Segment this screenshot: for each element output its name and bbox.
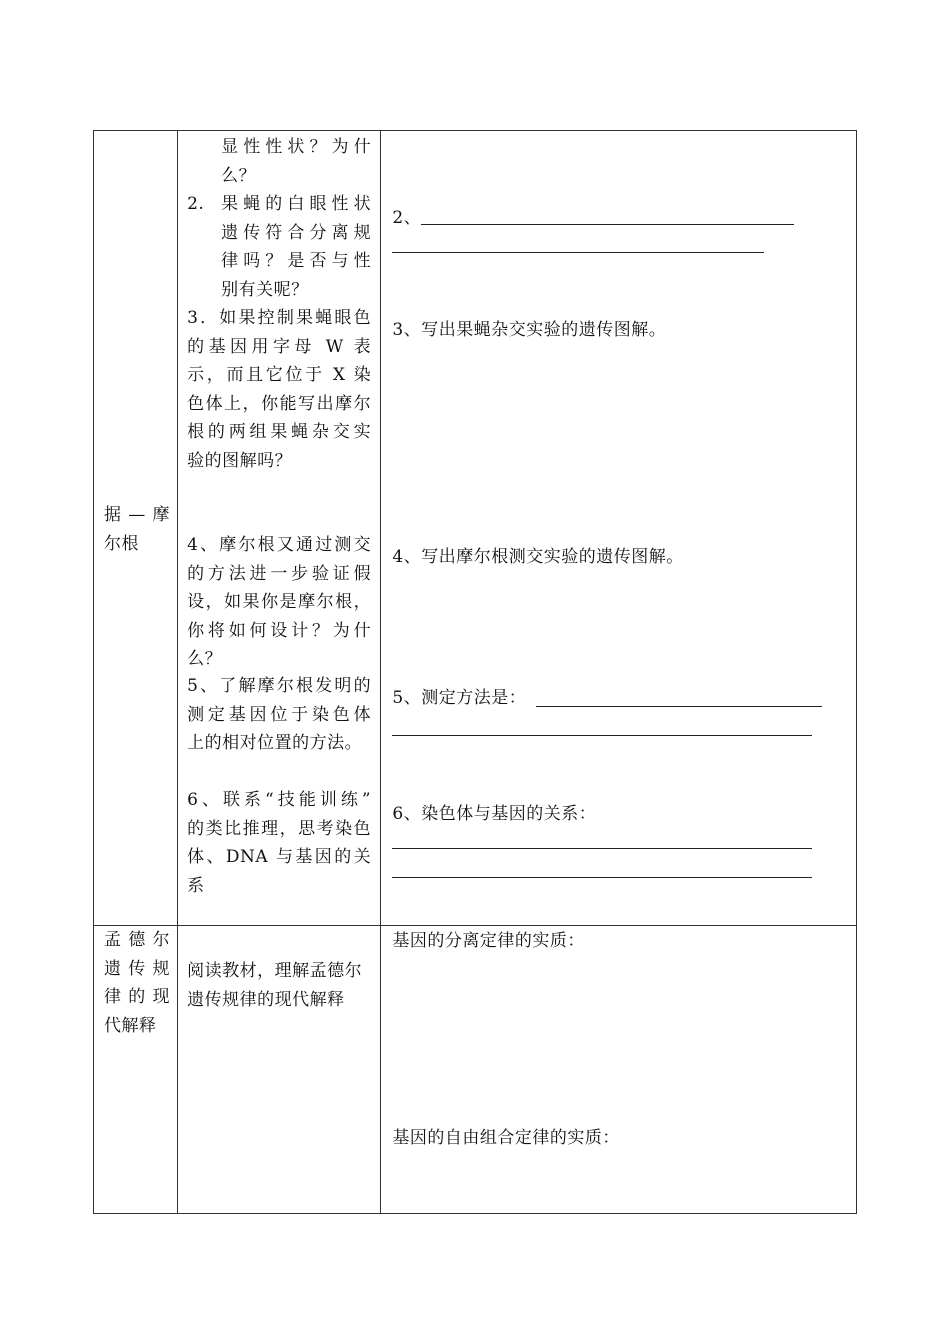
text-line: 遗传规律的现代解释: [187, 989, 345, 1010]
answer-6-blank-line-2[interactable]: [392, 877, 812, 878]
text-line: 上的相对位置的方法。: [187, 733, 363, 753]
text-line: 色体上，你能写出摩尔: [187, 393, 372, 414]
text-line: 5、了解摩尔根发明的: [187, 676, 372, 696]
text-line: 么？: [221, 165, 257, 186]
question-6: [187, 786, 371, 900]
cell-questions: [178, 131, 381, 926]
cell-instructions: [178, 926, 381, 1214]
text-line: 显性性状？为什: [221, 137, 372, 157]
topic-line: 遗传规: [104, 958, 170, 979]
text-line: 验的图解吗？: [187, 450, 293, 471]
question-1-tail: [221, 133, 371, 190]
table-row-mendel: [94, 926, 857, 1214]
question-2: [221, 190, 371, 304]
text-line: 律吗？是否与性: [221, 251, 372, 271]
answer-3-prompt: 3、写出果蝇杂交实验的遗传图解。: [392, 320, 667, 340]
topic-line: 代解释: [104, 1015, 157, 1036]
topic-label-morgan: [104, 501, 170, 558]
topic-label-mendel: [104, 926, 170, 1040]
cell-mendel-answers: [381, 926, 857, 1214]
independent-assortment-prompt: 基因的自由组合定律的实质：: [392, 1128, 620, 1148]
text-line: 你将如何设计？为什: [187, 620, 372, 641]
text-line: 4、摩尔根又通过测交: [187, 535, 372, 555]
text-line: 阅读教材，理解孟德尔: [187, 961, 363, 981]
table-row-morgan: [94, 131, 857, 926]
text-line: 6、联系“技能训练”: [187, 790, 372, 810]
reading-instruction: [187, 957, 377, 1014]
cell-topic-mendel: [94, 926, 178, 1214]
answer-5-blank-line-2[interactable]: [392, 735, 812, 736]
topic-line: 尔根: [104, 533, 139, 554]
text-line: 的类比推理，思考染色: [187, 818, 372, 839]
answer-6-blank-line[interactable]: [392, 848, 812, 849]
text-line: 设，如果你是摩尔根，: [187, 592, 372, 612]
cell-topic-morgan: [94, 131, 178, 926]
topic-line: 孟德尔: [104, 930, 170, 950]
topic-line: 据—摩: [104, 505, 170, 525]
text-line: 别有关呢？: [221, 279, 309, 300]
segregation-law-prompt: 基因的分离定律的实质：: [392, 931, 585, 951]
question-2-number: 2.: [187, 194, 205, 214]
text-line: 测定基因位于染色体: [187, 704, 372, 725]
cell-answers: [381, 131, 857, 926]
answer-4-prompt: 4、写出摩尔根测交实验的遗传图解。: [392, 547, 684, 567]
text-line: 3．如果控制果蝇眼色: [187, 308, 372, 328]
text-line: 的方法进一步验证假: [187, 563, 372, 584]
text-line: 么？: [187, 649, 223, 669]
answer-6-label: 6、染色体与基因的关系：: [392, 804, 597, 824]
answer-5-label: 5、测定方法是：: [392, 688, 527, 708]
topic-line: 律的现: [104, 987, 170, 1007]
text-line: 示，而且它位于 X 染: [187, 365, 372, 385]
question-3: [187, 304, 371, 475]
worksheet-table: [93, 130, 857, 1214]
answer-2-blank-line-2[interactable]: [392, 252, 764, 253]
text-line: 遗传符合分离规: [221, 222, 372, 243]
text-line: 体、DNA 与基因的关: [187, 847, 372, 867]
question-4: [187, 531, 371, 674]
text-line: 果蝇的白眼性状: [221, 194, 372, 214]
answer-5-blank-line[interactable]: [536, 706, 822, 707]
answer-2-label: 2、: [392, 208, 422, 228]
answer-2-blank-line[interactable]: [421, 224, 794, 225]
text-line: 系: [187, 875, 205, 896]
text-line: 的基因用字母 W 表: [187, 336, 372, 357]
text-line: 根的两组果蝇杂交实: [187, 422, 372, 442]
question-5: [187, 672, 371, 758]
